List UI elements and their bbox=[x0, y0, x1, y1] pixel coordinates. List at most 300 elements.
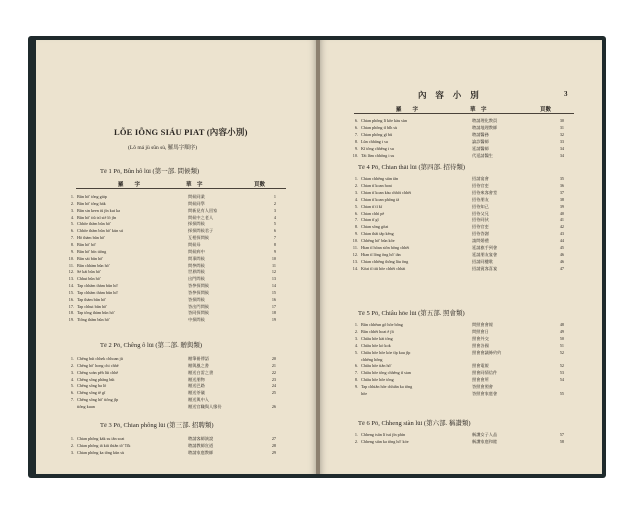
entry-romanized-title: Chian phông iā kiû thiân tô′ Tīk bbox=[77, 442, 131, 448]
entry-romanized-title: Tap chhiân hōe chhiân ka tông bbox=[361, 384, 413, 390]
entry-romanized-title: Chian tī koan kàu chhôi chhêi bbox=[361, 189, 412, 195]
entry-number: 3. bbox=[70, 449, 74, 455]
entry-page-number: 16 bbox=[271, 296, 276, 302]
entry-romanized-title: Chêng sông hō′ tiông jîp bbox=[77, 397, 119, 403]
entry-page-number: 47 bbox=[559, 265, 564, 271]
contents-row bbox=[66, 390, 292, 396]
entry-page-number: 23 bbox=[271, 376, 276, 382]
entry-hanzi-title: 贈送白雷之書 bbox=[188, 369, 214, 375]
entry-hanzi-title: 答出門問候 bbox=[188, 303, 209, 309]
contents-row bbox=[350, 190, 582, 196]
entry-number: 5. bbox=[70, 383, 74, 389]
entry-page-number: 17 bbox=[271, 303, 276, 309]
entry-page-number: 22 bbox=[271, 369, 276, 375]
entry-romanized-title: Chian tī tī kī bbox=[361, 203, 383, 209]
entry-hanzi-title: 延請朋友宴會 bbox=[472, 251, 498, 257]
contents-row bbox=[66, 397, 292, 403]
entry-page-number: 44 bbox=[559, 238, 564, 244]
entry-romanized-title: Chhōe thām bûn hō′ bbox=[77, 221, 111, 227]
entry-hanzi-title: 論診醫師 bbox=[472, 138, 489, 144]
entry-page-number: 11 bbox=[271, 262, 276, 268]
contents-row bbox=[350, 336, 582, 342]
contents-row bbox=[66, 363, 292, 369]
entry-page-number: 37 bbox=[559, 189, 564, 195]
column-header-hanzi: 華 字 bbox=[470, 107, 487, 113]
entry-page-number: 29 bbox=[271, 449, 276, 455]
entry-romanized-title: Hian tī lông ông hô′ iân bbox=[361, 251, 401, 257]
entry-hanzi-title: 採探問候君子 bbox=[188, 228, 214, 234]
contents-row bbox=[66, 263, 292, 269]
entry-hanzi-title: 聘請醫務 bbox=[472, 131, 489, 137]
entry-page-number: 40 bbox=[559, 210, 564, 216]
entry-romanized-title: Chian chhêng thông lâu ông bbox=[361, 258, 409, 264]
entry-romanized-title: Chiâu hōe hōe kòe tîp kau jîp bbox=[361, 349, 411, 355]
entry-number: 6. bbox=[354, 210, 358, 216]
entry-page-number: 32 bbox=[559, 131, 564, 137]
entry-romanized-title: Chian phông gî bū bbox=[361, 131, 393, 137]
header-rule bbox=[354, 113, 574, 114]
entry-number: 9. bbox=[70, 248, 74, 254]
entry-hanzi-title: 答參探問候 bbox=[188, 283, 209, 289]
entry-page-number: 35 bbox=[559, 176, 564, 181]
entry-hanzi-title: 招待知己 bbox=[472, 203, 489, 209]
entry-number: 12. bbox=[352, 251, 358, 257]
contents-row bbox=[66, 383, 292, 389]
contents-row bbox=[350, 357, 582, 363]
entry-page-number: 8 bbox=[273, 241, 276, 247]
section-heading: Tē 1 Pō, Bûn hô lūi (第一部. 問候類) bbox=[100, 168, 200, 175]
entry-number: 8. bbox=[354, 138, 358, 144]
entry-hanzi-title: 招待官吏 bbox=[472, 224, 489, 230]
entry-number: 11. bbox=[352, 245, 358, 250]
entry-number: 13. bbox=[352, 258, 358, 264]
contents-row bbox=[66, 304, 292, 310]
contents-row bbox=[66, 201, 292, 207]
entry-romanized-title: Bûn sái bûn hō′ bbox=[77, 255, 104, 261]
contents-row bbox=[66, 221, 292, 227]
entry-hanzi-title: 中探問候 bbox=[188, 317, 205, 323]
contents-row bbox=[66, 443, 292, 449]
entry-number: 6. bbox=[70, 228, 74, 234]
entry-page-number: 52 bbox=[559, 349, 564, 355]
left-page bbox=[36, 40, 316, 474]
entry-hanzi-title: 問事問候 bbox=[188, 255, 205, 261]
entry-hanzi-title: 照會會議條約約 bbox=[472, 349, 502, 355]
entry-romanized-title: Hō thàm bûn hō′ bbox=[77, 235, 106, 241]
entry-page-number: 24 bbox=[271, 383, 276, 389]
entry-page-number: 28 bbox=[271, 442, 276, 448]
contents-row bbox=[350, 217, 582, 223]
entry-hanzi-title: 聘請教師宣道 bbox=[188, 442, 214, 448]
entry-hanzi-title: 贈筆冊傳語 bbox=[188, 356, 209, 361]
entry-romanized-title: Chian chhêng siàn iân bbox=[361, 176, 399, 181]
entry-page-number: 26 bbox=[271, 403, 276, 409]
entry-number: 2. bbox=[354, 438, 358, 444]
entry-romanized-title: Chêng sông ba lô bbox=[77, 383, 107, 389]
entry-page-number: 1 bbox=[273, 194, 276, 199]
entry-page-number: 51 bbox=[559, 342, 564, 348]
entry-hanzi-title: 世界問候 bbox=[188, 269, 205, 275]
entry-page-number: 50 bbox=[559, 335, 564, 341]
entry-romanized-title: Bûn sin keen iū jîn kut ka bbox=[77, 207, 121, 213]
entry-page-number: 52 bbox=[559, 363, 564, 369]
column-header-roman: 羅 字 bbox=[396, 107, 419, 113]
contents-row bbox=[350, 132, 582, 138]
entry-hanzi-title: 出門問候 bbox=[188, 276, 205, 282]
contents-row bbox=[66, 356, 292, 362]
column-header-page: 頁數 bbox=[254, 182, 266, 188]
entry-page-number: 21 bbox=[271, 362, 276, 368]
section-heading: Tē 4 Pō, Chian thāi lūi (第四部. 招待類) bbox=[358, 164, 466, 171]
entry-hanzi-title: 問參問候 bbox=[188, 262, 205, 268]
entry-romanized-title: Chêng sông phâng bût bbox=[77, 376, 115, 382]
entry-romanized-title: Chian phông ka tông kūn sù bbox=[77, 449, 125, 455]
entry-number: 5. bbox=[354, 349, 358, 355]
entry-number: 2. bbox=[354, 182, 358, 188]
entry-number: 5. bbox=[354, 203, 358, 209]
entry-romanized-title: Chiâu hōe tông chhêng tī sian bbox=[361, 370, 411, 376]
contents-row bbox=[350, 183, 582, 189]
entry-romanized-title: Chian phông tî bîh sù bbox=[361, 124, 398, 130]
entry-romanized-title: Bûn hō′ tiû tsî siē lō jîn bbox=[77, 214, 117, 220]
entry-hanzi-title: 代延請醫生 bbox=[472, 152, 493, 158]
entry-number: 3. bbox=[354, 335, 358, 341]
entry-romanized-title: Chêng sông tê gî bbox=[77, 390, 106, 396]
entry-page-number: 2 bbox=[273, 200, 276, 206]
entry-page-number: 34 bbox=[559, 145, 564, 151]
entry-page-number: 33 bbox=[559, 138, 564, 144]
entry-romanized-title: Bûn hō′ bō′ bbox=[77, 241, 97, 247]
contents-row bbox=[66, 310, 292, 316]
entry-page-number: 48 bbox=[559, 322, 564, 327]
contents-row bbox=[350, 377, 582, 383]
entry-page-number: 43 bbox=[559, 231, 564, 237]
entry-number: 6. bbox=[354, 118, 358, 123]
entry-romanized-title: Chhōe thām bûn hō′ kün sú bbox=[77, 228, 123, 234]
entry-number: 1. bbox=[70, 436, 74, 441]
entry-number: 7. bbox=[354, 131, 358, 137]
entry-hanzi-title: 問候同學 bbox=[188, 200, 205, 206]
entry-romanized-title: Chiâu hōe hôe tông bbox=[361, 377, 394, 383]
entry-number: 4. bbox=[354, 196, 358, 202]
entry-number: 10. bbox=[352, 152, 358, 158]
contents-row bbox=[350, 211, 582, 217]
entry-page-number: 39 bbox=[559, 203, 564, 209]
contents-row bbox=[350, 259, 582, 265]
entry-number: 4. bbox=[354, 342, 358, 348]
entry-romanized-title: Bûn hō′ tông hák bbox=[77, 200, 106, 206]
entry-romanized-title: Chhêng hô′ bûn kōe bbox=[361, 238, 395, 244]
entry-romanized-title: Chian tī koan phông iā bbox=[361, 196, 400, 202]
entry-number: 17. bbox=[68, 303, 74, 309]
contents-row bbox=[350, 266, 582, 272]
contents-row bbox=[66, 228, 292, 234]
entry-page-number: 31 bbox=[559, 124, 564, 130]
entry-romanized-title: Chian tî gî bbox=[361, 217, 379, 223]
entry-hanzi-title: 招待答謝 bbox=[472, 231, 489, 237]
entry-page-number: 15 bbox=[271, 289, 276, 295]
contents-row bbox=[350, 384, 582, 390]
entry-romanized-title: Tap chhām thàm bûn hō′ bbox=[77, 289, 119, 295]
contents-row bbox=[350, 224, 582, 230]
contents-row bbox=[350, 118, 582, 124]
section-heading: Tē 3 Pō, Chian phông lūi (第三部. 招聘類) bbox=[100, 422, 214, 429]
contents-row bbox=[350, 204, 582, 210]
entry-number: 7. bbox=[354, 370, 358, 376]
column-header-roman: 羅 字 bbox=[118, 182, 141, 188]
entry-hanzi-title: 聘請理化教員 bbox=[472, 118, 498, 123]
left-page-subtitle: (Lõ má jü sûn sù, 羅馬字順序) bbox=[128, 145, 198, 151]
contents-row bbox=[350, 231, 582, 237]
entry-hanzi-title: 贈送巴路 bbox=[188, 383, 205, 389]
contents-row bbox=[350, 139, 582, 145]
entry-romanized-title: Tap chhut bûn hō′ bbox=[77, 303, 108, 309]
entry-hanzi-title: 問候中之老人 bbox=[188, 214, 214, 220]
entry-number: 1. bbox=[70, 356, 74, 361]
entry-romanized-title: Chheng siàn ka tông hō′ kóe bbox=[361, 438, 409, 444]
entry-romanized-title: Chheng tsân lī tsú jîn phìn bbox=[361, 432, 406, 437]
contents-row bbox=[350, 322, 582, 328]
entry-number: 3. bbox=[354, 189, 358, 195]
contents-row bbox=[350, 432, 582, 438]
entry-number: 7. bbox=[70, 397, 74, 403]
entry-hanzi-title: 招請賓客喜宴 bbox=[472, 265, 498, 271]
entry-romanized-title: Chian tī koan hoat bbox=[361, 182, 392, 188]
contents-row bbox=[66, 215, 292, 221]
entry-page-number: 9 bbox=[273, 248, 276, 254]
entry-number: 6. bbox=[70, 390, 74, 396]
entry-hanzi-title: 招待來客會堂 bbox=[472, 189, 498, 195]
entry-number: 4. bbox=[70, 214, 74, 220]
contents-row bbox=[66, 450, 292, 456]
entry-number: 1. bbox=[70, 194, 74, 199]
entry-page-number: 30 bbox=[559, 118, 564, 123]
entry-romanized-title: Sè kái bûn hō′ bbox=[77, 269, 101, 275]
entry-number: 9. bbox=[354, 145, 358, 151]
entry-number: 16. bbox=[68, 296, 74, 302]
section-heading: Tē 5 Pō, Chiâu hōe lūi (第五部. 照會類) bbox=[358, 310, 465, 317]
entry-page-number: 6 bbox=[273, 228, 276, 234]
entry-page-number: 3 bbox=[273, 207, 276, 213]
contents-row bbox=[66, 370, 292, 376]
entry-hanzi-title: 照會同情信件 bbox=[472, 370, 498, 376]
entry-number: 2. bbox=[70, 442, 74, 448]
entry-number: 4. bbox=[70, 376, 74, 382]
header-rule bbox=[76, 188, 286, 189]
entry-number: 6. bbox=[354, 363, 358, 369]
entry-hanzi-title: 招請同樓歌 bbox=[472, 258, 493, 264]
entry-number: 8. bbox=[70, 241, 74, 247]
entry-number: 1. bbox=[354, 322, 358, 327]
entry-number: 13. bbox=[68, 276, 74, 282]
entry-hanzi-title: 答照會照會 bbox=[472, 384, 493, 390]
section-heading: Tē 6 Pō, Chheng siàn lūi (第六部. 稱讚類) bbox=[358, 420, 471, 427]
entry-romanized-title: Chian phông kák su iân soat bbox=[77, 436, 125, 441]
contents-row bbox=[66, 436, 292, 442]
entry-number: 7. bbox=[354, 217, 358, 223]
contents-row bbox=[350, 391, 582, 397]
entry-page-number: 34 bbox=[559, 152, 564, 158]
entry-romanized-title: Kōai tī tiū hōe chhêi chhài bbox=[361, 265, 406, 271]
right-page bbox=[320, 40, 602, 474]
right-page-title: 內 容 小 別 bbox=[418, 90, 479, 100]
contents-row bbox=[350, 329, 582, 335]
entry-page-number: 38 bbox=[559, 196, 564, 202]
entry-number: 3. bbox=[70, 369, 74, 375]
contents-row bbox=[66, 317, 292, 323]
entry-hanzi-title: 問候母 bbox=[188, 241, 201, 247]
entry-number: 9. bbox=[354, 384, 358, 390]
entry-hanzi-title: 聘請客師演說 bbox=[188, 436, 214, 441]
contents-row bbox=[350, 125, 582, 131]
entry-page-number: 10 bbox=[271, 255, 276, 261]
entry-romanized-title: Bûn chhêun gô hōe bông bbox=[361, 322, 403, 327]
entry-romanized-title: Tiông thām bûn hō′ bbox=[77, 317, 110, 323]
contents-row bbox=[350, 176, 582, 182]
entry-number: 14. bbox=[68, 283, 74, 289]
contents-row bbox=[350, 197, 582, 203]
entry-hanzi-title: 照會會所 bbox=[472, 377, 489, 383]
entry-hanzi-title: 贈與風之書 bbox=[188, 362, 209, 368]
contents-row bbox=[350, 370, 582, 376]
entry-page-number: 49 bbox=[559, 328, 564, 334]
entry-number: 7. bbox=[70, 235, 74, 241]
entry-hanzi-title: 聘請地理教師 bbox=[472, 124, 498, 130]
entry-hanzi-title: 採探問候 bbox=[188, 221, 205, 227]
entry-page-number: 53 bbox=[559, 370, 564, 376]
entry-hanzi-title: 延請醫師 bbox=[472, 145, 489, 151]
entry-hanzi-title: 贈送朋物 bbox=[188, 376, 205, 382]
entry-hanzi-title: 答照會家庭會 bbox=[472, 391, 498, 396]
entry-page-number: 27 bbox=[271, 436, 276, 441]
entry-number: 11. bbox=[68, 262, 74, 268]
entry-number: 10. bbox=[68, 255, 74, 261]
entry-number: 3. bbox=[70, 207, 74, 213]
entry-hanzi-title: 答同探問候 bbox=[188, 310, 209, 316]
entry-number: 2. bbox=[70, 362, 74, 368]
entry-number: 1. bbox=[354, 176, 358, 181]
entry-romanized-title: Bûn hō′ bīn tiông bbox=[77, 248, 107, 254]
entry-number: 9. bbox=[354, 231, 358, 237]
contents-row bbox=[66, 377, 292, 383]
entry-hanzi-title: 招待父兄 bbox=[472, 210, 489, 216]
entry-romanized-title: tiông kuan bbox=[77, 403, 95, 409]
entry-page-number: 25 bbox=[271, 390, 276, 396]
contents-row bbox=[66, 235, 292, 241]
right-page-number: 3 bbox=[564, 90, 568, 98]
entry-hanzi-title: 招待朋友 bbox=[472, 196, 489, 202]
left-page-title: LÕE IÕNG SIÁU PIAT (內容小別) bbox=[114, 127, 248, 137]
entry-page-number: 55 bbox=[559, 391, 564, 396]
entry-number: 12. bbox=[68, 269, 74, 275]
entry-hanzi-title: 互相探問候 bbox=[188, 235, 209, 241]
entry-page-number: 4 bbox=[273, 214, 276, 220]
entry-number: 10. bbox=[352, 238, 358, 244]
entry-romanized-title: Chêng bút chhek chhoan jū bbox=[77, 356, 123, 361]
entry-romanized-title: Tap tông thàm bûn hō′ bbox=[77, 310, 115, 316]
contents-row bbox=[350, 153, 582, 159]
entry-romanized-title: Chian thāi tâp kēng bbox=[361, 231, 394, 237]
contents-row bbox=[350, 343, 582, 349]
entry-hanzi-title: 請問婚禮 bbox=[472, 238, 489, 244]
entry-hanzi-title: 問候病中 bbox=[188, 248, 205, 254]
entry-romanized-title: Hian tī hōan siôn hông chhêi bbox=[361, 245, 410, 250]
entry-hanzi-title: 照會外交 bbox=[472, 335, 489, 341]
contents-row bbox=[350, 439, 582, 445]
contents-row bbox=[66, 276, 292, 282]
entry-hanzi-title: 招待同伙 bbox=[472, 217, 489, 223]
entry-romanized-title: Lûn chhâng i su bbox=[361, 138, 388, 144]
entry-hanzi-title: 照會各國 bbox=[472, 342, 489, 348]
entry-hanzi-title: 答探問候 bbox=[188, 296, 205, 302]
entry-hanzi-title: 問照會日 bbox=[472, 328, 489, 334]
entry-page-number: 46 bbox=[559, 258, 564, 264]
contents-row bbox=[350, 363, 582, 369]
entry-romanized-title: Chian phông lī kôe kàu sùn bbox=[361, 118, 407, 123]
entry-hanzi-title: 延請旗手到會 bbox=[472, 245, 498, 250]
contents-row bbox=[66, 290, 292, 296]
entry-page-number: 12 bbox=[271, 269, 276, 275]
contents-row bbox=[66, 256, 292, 262]
entry-hanzi-title: 照會電報 bbox=[472, 363, 489, 369]
contents-row bbox=[350, 252, 582, 258]
entry-page-number: 19 bbox=[271, 317, 276, 323]
entry-romanized-title: Bûn chhêt hoat ê jît bbox=[361, 328, 394, 334]
contents-row bbox=[66, 194, 292, 200]
entry-hanzi-title: 贈送官職與人緣份 bbox=[188, 403, 222, 409]
entry-number: 18. bbox=[68, 310, 74, 316]
entry-hanzi-title: 稱讚家庭和睦 bbox=[472, 438, 498, 444]
entry-number: 2. bbox=[70, 200, 74, 206]
entry-romanized-title: Chiâu hōe tiân hō′ bbox=[361, 363, 392, 369]
entry-page-number: 45 bbox=[559, 245, 564, 250]
contents-row bbox=[66, 404, 292, 410]
entry-number: 8. bbox=[354, 224, 358, 230]
contents-row bbox=[66, 242, 292, 248]
contents-row bbox=[350, 245, 582, 251]
entry-romanized-title: chhêng hông bbox=[361, 356, 383, 362]
contents-row bbox=[350, 238, 582, 244]
contents-row bbox=[66, 249, 292, 255]
entry-romanized-title: Chiâu hōe kài tōng bbox=[361, 335, 393, 341]
entry-romanized-title: Kî tông chhêng i su bbox=[361, 145, 394, 151]
entry-page-number: 57 bbox=[559, 432, 564, 437]
contents-row bbox=[66, 208, 292, 214]
contents-row bbox=[66, 297, 292, 303]
entry-number: 2. bbox=[354, 328, 358, 334]
entry-hanzi-title: 招待官吏 bbox=[472, 182, 489, 188]
entry-romanized-title: Tap thàm bûn hō′ bbox=[77, 296, 107, 302]
entry-page-number: 7 bbox=[273, 235, 276, 241]
entry-number: 15. bbox=[68, 289, 74, 295]
entry-hanzi-title: 稱讚女子人品 bbox=[472, 432, 498, 437]
entry-hanzi-title: 問候同業 bbox=[188, 194, 205, 199]
contents-row bbox=[66, 269, 292, 275]
contents-row bbox=[350, 146, 582, 152]
entry-hanzi-title: 答參探問候 bbox=[188, 289, 209, 295]
entry-number: 14. bbox=[352, 265, 358, 271]
entry-romanized-title: Chian chhì pē bbox=[361, 210, 385, 216]
entry-number: 6. bbox=[354, 124, 358, 130]
entry-page-number: 36 bbox=[559, 182, 564, 188]
entry-number: 1. bbox=[354, 432, 358, 437]
entry-page-number: 54 bbox=[559, 377, 564, 383]
entry-hanzi-title: 聘請家庭教師 bbox=[188, 449, 214, 455]
entry-page-number: 20 bbox=[271, 356, 276, 361]
entry-romanized-title: hōe bbox=[361, 391, 368, 396]
entry-hanzi-title: 贈送茶儀 bbox=[188, 390, 205, 396]
entry-page-number: 58 bbox=[559, 438, 564, 444]
